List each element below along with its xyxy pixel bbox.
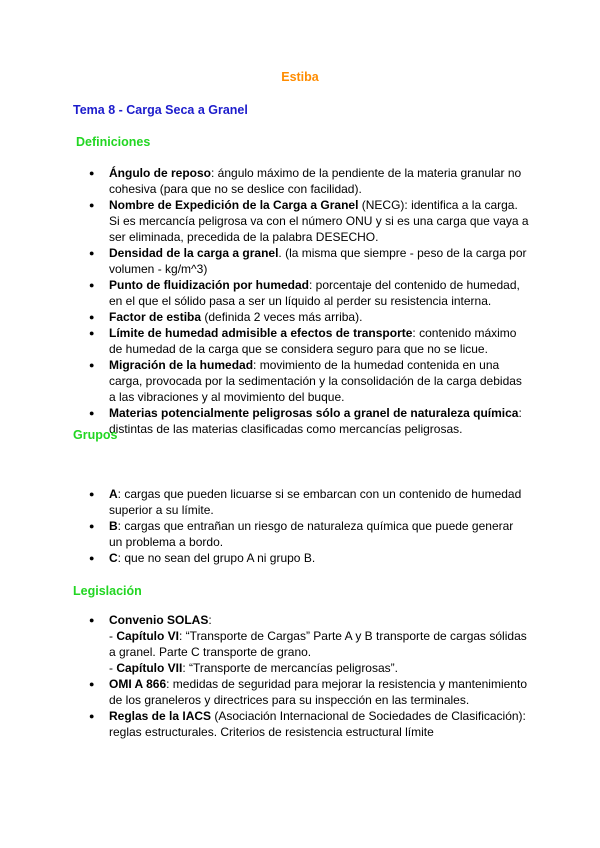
item-term: Migración de la humedad	[109, 358, 254, 372]
item-term: Densidad de la carga a granel	[109, 246, 279, 260]
sub-item-term: Capítulo VII	[116, 661, 183, 675]
item-text: (definida 2 veces más arriba).	[201, 310, 363, 324]
list-item	[0, 325, 529, 357]
item-term: B	[109, 519, 118, 533]
item-text: : cargas que pueden licuarse si se embarcan con un contenido de humedad superior a su límite.	[109, 487, 522, 517]
sub-item	[109, 660, 529, 676]
item-text: (NECG): identifica a la carga. Si es mercancía peligrosa va con el número ONU y si es una carga que vaya a ser eliminada, precedida de la palabra DESECHO.	[109, 198, 529, 244]
legislation-list	[0, 612, 529, 740]
item-text: . (la misma que siempre - peso de la carga por volumen - kg/m^3)	[109, 246, 527, 276]
legislation-heading: Legislación	[73, 584, 142, 598]
list-item	[0, 357, 529, 405]
item-term: Ángulo de reposo	[109, 166, 211, 180]
groups-heading: Grupos	[73, 428, 118, 442]
definitions-heading: Definiciones	[76, 135, 151, 149]
item-term: Límite de humedad admisible a efectos de transporte	[109, 326, 413, 340]
item-term: Materias potencialmente peligrosas sólo a granel de naturaleza química	[109, 406, 519, 420]
list-item	[0, 277, 529, 309]
sub-item-prefix: -	[109, 661, 117, 675]
item-text: (Asociación Internacional de Sociedades de Clasificación): reglas estructurales. Criterios de resistencia estructural límite	[109, 709, 526, 739]
item-text: : cargas que entrañan un riesgo de naturaleza química que puede generar un problema a bordo.	[109, 519, 514, 549]
list-item	[0, 486, 529, 518]
item-term: C	[109, 551, 118, 565]
list-item	[0, 245, 529, 277]
item-text: :	[208, 613, 212, 627]
item-text: : ángulo máximo de la pendiente de la materia granular no cohesiva (para que no se deslice con facilidad).	[109, 166, 522, 196]
item-text: : contenido máximo de humedad de la carga que se considera seguro para que no se licue.	[109, 326, 517, 356]
sub-item-prefix: -	[109, 629, 117, 643]
item-term: Punto de fluidización por humedad	[109, 278, 309, 292]
topic-heading: Tema 8 - Carga Seca a Granel	[73, 103, 248, 117]
list-item	[0, 518, 529, 550]
sub-item-text: : “Transporte de mercancías peligrosas”.	[182, 661, 398, 675]
document-title: Estiba	[281, 70, 319, 84]
item-term: Nombre de Expedición de la Carga a Granel	[109, 198, 359, 212]
item-text: : distintas de las materias clasificadas como mercancías peligrosas.	[109, 406, 522, 436]
groups-list	[0, 486, 529, 566]
item-text: : movimiento de la humedad contenida en una carga, provocada por la sedimentación y la consolidación de la carga debidas a las vibraciones y al movimiento del buque.	[109, 358, 522, 404]
item-text: : medidas de seguridad para mejorar la resistencia y mantenimiento de los graneleros y directrices para su inspección en las terminales.	[109, 677, 527, 707]
item-text: : que no sean del grupo A ni grupo B.	[117, 551, 316, 565]
list-item	[0, 612, 529, 676]
item-term: OMI A 866	[109, 677, 167, 691]
item-term: Convenio SOLAS	[109, 613, 209, 627]
list-item	[0, 165, 529, 197]
definitions-list	[0, 165, 529, 437]
item-text: : porcentaje del contenido de humedad, en el que el sólido pasa a ser un líquido al perder su resistencia interna.	[109, 278, 520, 308]
list-item	[0, 708, 529, 740]
list-item	[0, 197, 529, 245]
item-term: A	[109, 487, 118, 501]
item-term: Reglas de la IACS	[109, 709, 212, 723]
list-item	[0, 309, 529, 325]
sub-item-term: Capítulo VI	[116, 629, 180, 643]
list-item	[0, 676, 529, 708]
sub-item	[109, 628, 529, 660]
list-item	[0, 550, 529, 566]
item-term: Factor de estiba	[109, 310, 202, 324]
sub-item-text: : “Transporte de Cargas” Parte A y B transporte de cargas sólidas a granel. Parte C transporte de grano.	[109, 629, 527, 659]
